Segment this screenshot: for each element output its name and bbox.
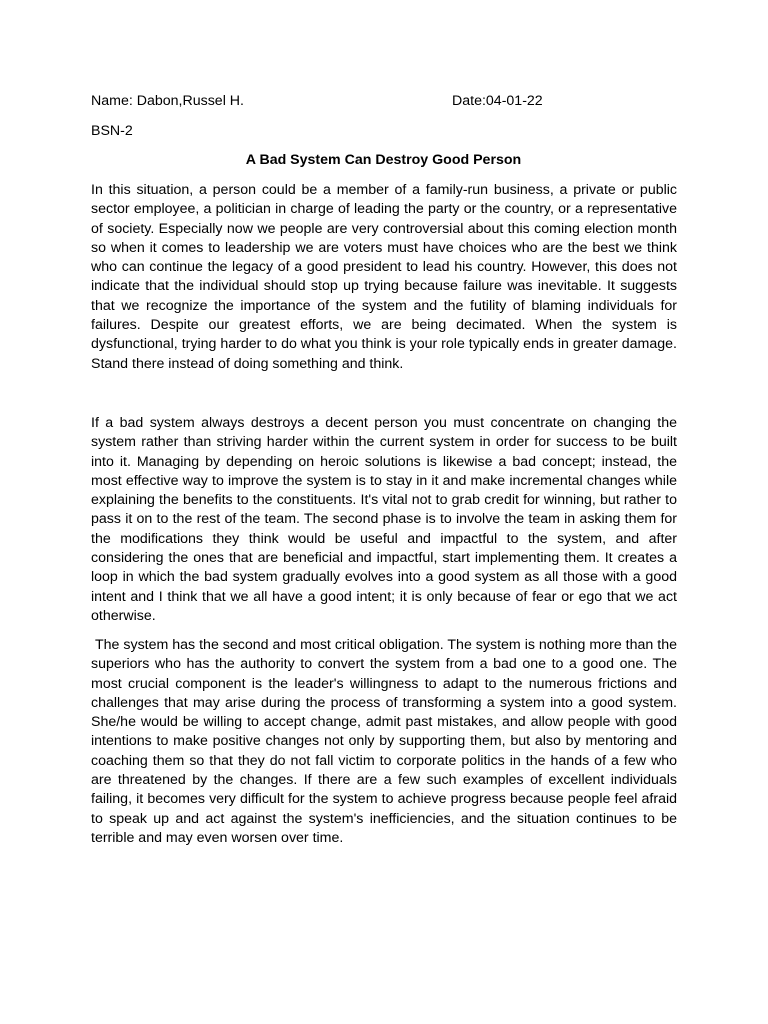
essay-title: A Bad System Can Destroy Good Person	[245, 152, 522, 168]
student-name: Name: Dabon,Russel H.	[91, 93, 244, 109]
paragraph-3: The system has the second and most critical obligation. The system is nothing more than the superiors who has the authority to convert the system from a bad one to a good one. The most crucial component is the leader's willingness to adapt to the numerous frictions and challenges that may arise during the process of transforming a system into a good system. She/he would be willing to accept change, admit past mistakes, and allow people with good intentions to make positive changes not only by supporting them, but also by mentoring and coaching them so that they do not fall victim to corporate politics in the hands of a few who are threatened by the changes. If there are a few such examples of excellent individuals failing, it becomes very difficult for the system to achieve progress because people feel afraid to speak up and act against the system's inefficiencies, and the situation continues to be terrible and may even worsen over time.	[91, 637, 681, 846]
course-section: BSN-2	[91, 123, 133, 139]
header-line	[91, 92, 681, 112]
submission-date: Date:04-01-22	[452, 93, 543, 109]
paragraph-1: In this situation, a person could be a member of a family-run business, a private or public sector employee, a politician in charge of leading the party or the country, or a representative of society. Especially now we people are very controversial about this coming election month so when it comes to leadership we are voters must have choices who are the best we think who can continue the legacy of a good president to lead his country. However, this does not indicate that the individual should stop up trying because failure was inevitable. It suggests that we recognize the importance of the system and the futility of blaming individuals for failures. Despite our greatest efforts, we are being decimated. When the system is dysfunctional, trying harder to do what you think is your role typically ends in greater damage. Stand there instead of doing something and think.	[91, 182, 677, 372]
paragraph-2: If a bad system always destroys a decent person you must concentrate on changing the system rather than striving harder within the current system in order for success to be built into it. Managing by depending on heroic solutions is likewise a bad concept; instead, the most effective way to improve the system is to stay in it and make incremental changes while explaining the benefits to the constituents. It's vital not to grab credit for winning, but rather to pass it on to the rest of the team. The second phase is to involve the team in asking them for the modifications they think would be useful and impactful to the system, and after considering the ones that are beneficial and impactful, start implementing them. It creates a loop in which the bad system gradually evolves into a good system as all those with a good intent and I think that we all have a good intent; it is only because of fear or ego that we act otherwise.	[91, 415, 677, 624]
